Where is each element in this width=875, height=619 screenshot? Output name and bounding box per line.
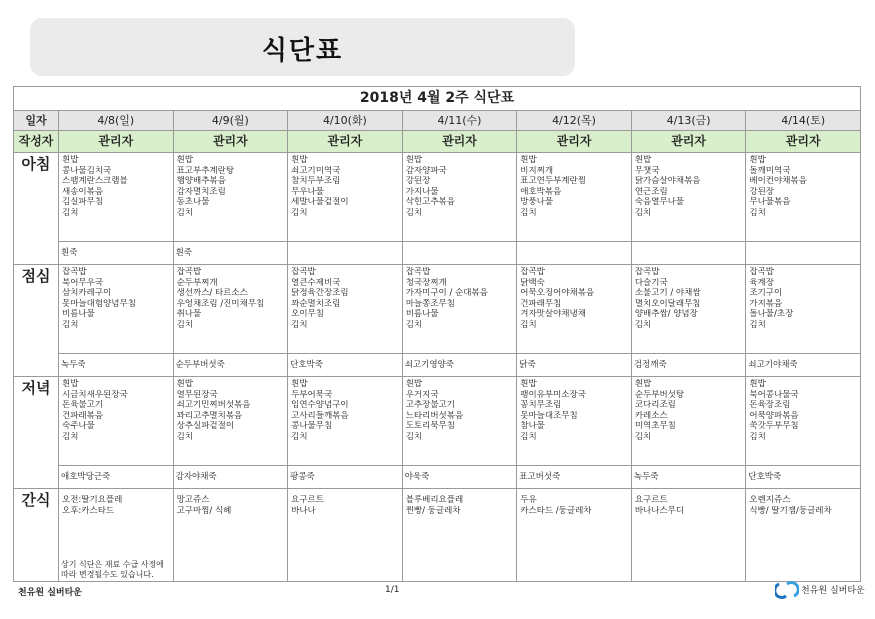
- dish-item: 흰밥: [520, 379, 537, 389]
- porridge-cell: [59, 354, 174, 377]
- dish-item: 흰밥: [62, 155, 79, 165]
- dish-item: 팽이유부미소장국: [520, 389, 586, 400]
- dish-item: 식빵/ 딸기잼/둥글레차: [749, 506, 832, 516]
- dish-item: 잡곡밥: [291, 267, 316, 277]
- porridge-item: [403, 242, 517, 264]
- dish-item: 꽈순멸치조림: [291, 298, 341, 309]
- porridge-cell: [517, 466, 632, 489]
- dish-item: 강된장: [749, 186, 775, 197]
- porridge-item: 녹두죽: [61, 360, 86, 370]
- porridge-item: [746, 242, 860, 264]
- dish-item: 방풍나물: [520, 197, 554, 208]
- dish-item: 닭정육간장조림: [291, 288, 349, 299]
- dish-item: 쇠고기민찌버섯볶음: [176, 400, 251, 411]
- dish-item: 김치: [520, 319, 537, 330]
- dish-item: 잡곡밥: [405, 267, 431, 277]
- dish-item: 잡곡밥: [62, 267, 87, 277]
- logo-text: 천유원 실버타운: [801, 586, 865, 596]
- dish-item: 쑥갓두부무침: [749, 421, 799, 432]
- dish-item: 우엉채조림 /진미채무침: [176, 298, 265, 309]
- porridge-cell: [746, 466, 861, 489]
- dish-item: 가지나물: [405, 186, 439, 197]
- meal-label: 아침: [14, 153, 59, 265]
- dish-item: 잡곡밥: [749, 267, 775, 277]
- dish-item: 가지볶음: [749, 298, 783, 309]
- dish-item: 망고쥬스: [176, 495, 210, 505]
- menu-cell: [59, 489, 174, 582]
- dish-item: 코다리조림: [634, 400, 676, 411]
- dish-item: 비름나물: [405, 309, 439, 320]
- porridge-item: 흰죽: [175, 248, 192, 258]
- porridge-cell: [517, 354, 632, 377]
- date-cell: 4/14(토): [746, 111, 861, 131]
- dish-item: 흰밥: [291, 155, 308, 165]
- menu-cell: [631, 489, 746, 582]
- menu-cell: [517, 377, 632, 466]
- dish-item: 참나물: [520, 421, 545, 432]
- dish-item: 세발나물겉절이: [291, 197, 349, 208]
- menu-cell: [402, 153, 517, 242]
- porridge-cell: [173, 466, 288, 489]
- dish-item: 김치: [62, 207, 79, 218]
- menu-cell: [746, 377, 861, 466]
- meal-row: [14, 265, 861, 354]
- porridge-item: [632, 242, 746, 264]
- author-cell: 관리자: [288, 131, 403, 153]
- dish-item: 생선까스/ 타르소스: [176, 288, 248, 299]
- meal-label: 저녁: [14, 377, 59, 489]
- porridge-item: 야욱죽: [404, 472, 430, 482]
- porridge-item: 검정깨죽: [633, 360, 667, 370]
- dish-item: 오후:카스타드: [62, 506, 115, 516]
- porridge-item: 쇠고기영양죽: [404, 360, 454, 370]
- dish-item: 카스타드 /둥글레차: [520, 506, 592, 516]
- dish-item: 김치: [62, 431, 79, 442]
- dish-item: 고구마찜/ 식혜: [176, 506, 232, 516]
- dish-item: 마늘쫑조무침: [405, 298, 455, 309]
- menu-cell: [288, 153, 403, 242]
- menu-cell: [517, 489, 632, 582]
- dish-item: 흰밥: [749, 155, 766, 165]
- dish-item: 표고부추계란탕: [176, 165, 235, 176]
- menu-cell: [173, 377, 288, 466]
- dish-item: 삼치카레구이: [62, 288, 112, 299]
- menu-cell: [59, 265, 174, 354]
- menu-cell: [746, 153, 861, 242]
- dish-item: 바나나: [291, 506, 316, 516]
- dish-item: 양배추쌈/ 양념장: [634, 309, 698, 320]
- menu-cell: [59, 153, 174, 242]
- porridge-cell: [517, 242, 632, 265]
- dish-item: 요구르트: [634, 495, 668, 505]
- dish-item: 가자미구이 / 순대볶음: [405, 288, 488, 299]
- dish-item: 임연수양념구이: [291, 400, 349, 411]
- dish-item: 청국장찌개: [405, 277, 447, 288]
- porridge-cell: [631, 466, 746, 489]
- dish-item: 김치: [634, 431, 652, 442]
- dish-item: 못마늘대험양념무침: [62, 298, 136, 309]
- dish-item: 비지찌개: [520, 165, 554, 176]
- dish-item: 김치: [520, 431, 537, 442]
- dish-item: 무우나물: [291, 186, 324, 197]
- dish-item: 돈육장조림: [749, 400, 791, 411]
- meal-row: [14, 153, 861, 242]
- dish-item: 숙음열무나물: [634, 197, 685, 208]
- dish-item: 오이무침: [291, 309, 324, 320]
- porridge-cell: [288, 242, 403, 265]
- porridge-cell: [288, 354, 403, 377]
- dish-item: 미역초무침: [634, 421, 676, 432]
- menu-cell: [746, 489, 861, 582]
- dish-item: 김치: [634, 319, 652, 330]
- table-caption: 2018년 4월 2주 식단표: [14, 87, 861, 111]
- dish-item: 바나나스무디: [634, 506, 685, 516]
- dish-item: 콩나물김치국: [62, 165, 112, 176]
- dish-item: 순두부찌개: [176, 277, 218, 288]
- porridge-item: [517, 242, 631, 264]
- dish-item: 찐빵/ 둥글레차: [405, 506, 461, 516]
- menu-cell: [402, 377, 517, 466]
- porridge-cell: [631, 242, 746, 265]
- dish-item: 흰밥: [176, 379, 193, 389]
- dish-item: 연근조림: [634, 186, 668, 197]
- dish-item: 건파래무침: [520, 298, 562, 309]
- dish-item: 블루베리요플레: [405, 495, 464, 505]
- dish-item: 시금치새우된장국: [62, 389, 128, 400]
- dish-item: 김치: [634, 207, 652, 218]
- porridge-item: 순두부버섯죽: [175, 360, 225, 370]
- date-row: [14, 111, 861, 131]
- dish-item: 순두부버섯탕: [634, 389, 685, 400]
- menu-cell: [173, 153, 288, 242]
- porridge-item: 쇠고기야채죽: [748, 360, 798, 370]
- dish-item: 김치: [749, 431, 766, 442]
- dish-item: 김치: [291, 319, 308, 330]
- author-cell: 관리자: [631, 131, 746, 153]
- dish-item: 동초나물: [176, 197, 210, 208]
- porridge-cell: [746, 242, 861, 265]
- dish-item: 느타리버섯볶음: [405, 410, 464, 421]
- dish-item: 표고연두부계란찜: [520, 176, 586, 187]
- porridge-cell: [746, 354, 861, 377]
- porridge-row: [14, 354, 861, 377]
- porridge-item: 닭죽: [519, 360, 536, 370]
- date-cell: 4/8(일): [59, 111, 174, 131]
- dish-item: 열무된장국: [176, 389, 218, 400]
- dish-item: 햄양배추볶음: [176, 176, 226, 187]
- dish-item: 베이컨야채볶음: [749, 176, 807, 187]
- porridge-cell: [402, 466, 517, 489]
- dish-item: 김치: [405, 431, 423, 442]
- meal-row: [14, 377, 861, 466]
- menu-cell: [59, 377, 174, 466]
- porridge-cell: [173, 242, 288, 265]
- dish-item: 김치: [405, 207, 423, 218]
- date-cell: 4/13(금): [631, 111, 746, 131]
- dish-item: 취나물: [176, 309, 202, 320]
- date-label: 일자: [14, 111, 59, 131]
- dish-item: 오렌지쥬스: [749, 495, 791, 505]
- porridge-item: 단호박죽: [290, 360, 323, 370]
- dish-item: 잡곡밥: [634, 267, 660, 277]
- dish-item: 소불고기 / 야채쌈: [634, 288, 701, 299]
- menu-cell: [402, 489, 517, 582]
- org-logo-icon: [775, 580, 799, 600]
- porridge-cell: [59, 242, 174, 265]
- date-cell: 4/9(월): [173, 111, 288, 131]
- porridge-cell: [173, 354, 288, 377]
- porridge-cell: [631, 354, 746, 377]
- menu-cell: [631, 377, 746, 466]
- dish-item: 고사리들깨볶음: [291, 410, 349, 421]
- menu-cell: [517, 265, 632, 354]
- dish-item: 흰밥: [634, 379, 652, 389]
- meal-label: 점심: [14, 265, 59, 377]
- author-cell: 관리자: [59, 131, 174, 153]
- dish-item: 감자양파국: [405, 165, 447, 176]
- porridge-item: 감자야채죽: [175, 472, 217, 482]
- dish-item: 우거지국: [405, 389, 439, 400]
- dish-item: 김치: [176, 319, 193, 330]
- dish-item: 새송이볶음: [62, 186, 104, 197]
- dish-item: 흰밥: [749, 379, 766, 389]
- dish-item: 김치: [291, 431, 308, 442]
- dish-item: 김치: [176, 431, 193, 442]
- dish-item: 흰밥: [520, 155, 537, 165]
- dish-item: 흰밥: [62, 379, 79, 389]
- page-title: 식단표: [261, 36, 344, 66]
- menu-cell: [746, 265, 861, 354]
- porridge-cell: [59, 466, 174, 489]
- dish-item: 비름나물: [62, 309, 95, 320]
- dish-item: 돌깨미역국: [749, 165, 791, 176]
- dish-item: 삭힌고추볶음: [405, 197, 455, 208]
- dish-item: 고추장불고기: [405, 400, 455, 411]
- dish-item: 카레소스: [634, 410, 668, 421]
- menu-cell: [173, 265, 288, 354]
- porridge-cell: [288, 466, 403, 489]
- menu-cell: [173, 489, 288, 582]
- dish-item: 무챗국: [634, 165, 660, 176]
- menu-cell: [288, 265, 403, 354]
- dish-item: 북어무우국: [62, 277, 104, 288]
- title-banner: [30, 18, 575, 76]
- porridge-row: [14, 242, 861, 265]
- dish-item: 김치: [291, 207, 308, 218]
- menu-table: [13, 86, 861, 582]
- dish-item: 흰밥: [634, 155, 652, 165]
- menu-note: 상기 식단은 재료 수급 사정에 따라 변경될수도 있습니다.: [61, 560, 164, 579]
- author-row: [14, 131, 861, 153]
- dish-item: 꽈리고추멸치볶음: [176, 410, 243, 421]
- dish-item: 흰밥: [176, 155, 193, 165]
- porridge-cell: [402, 354, 517, 377]
- date-cell: 4/12(목): [517, 111, 632, 131]
- author-cell: 관리자: [173, 131, 288, 153]
- meal-row: [14, 489, 861, 582]
- dish-item: 건파래볶음: [62, 410, 104, 421]
- dish-item: 북어콩나물국: [749, 389, 799, 400]
- dish-item: 무나물볶음: [749, 197, 791, 208]
- dish-item: 김치: [749, 319, 766, 330]
- dish-item: 흰밥: [405, 379, 423, 389]
- dish-item: 닭가슴살야채볶음: [634, 176, 701, 187]
- dish-item: 육계장: [749, 277, 775, 288]
- dish-item: 두유: [520, 495, 537, 505]
- menu-cell: [631, 153, 746, 242]
- dish-item: 못마늘대조무침: [520, 410, 578, 421]
- dish-item: 상추실파겉절이: [176, 421, 235, 432]
- dish-item: 흰밥: [405, 155, 423, 165]
- porridge-item: 흰죽: [61, 248, 78, 258]
- dish-item: 요구르트: [291, 495, 324, 505]
- porridge-item: 단호박죽: [748, 472, 782, 482]
- date-cell: 4/10(화): [288, 111, 403, 131]
- dish-item: 오전:딸기요플레: [62, 495, 123, 505]
- dish-item: 숙주나물: [62, 421, 95, 432]
- porridge-item: 애호박당근죽: [61, 472, 111, 482]
- dish-item: 스팸계란스크램블: [62, 176, 128, 187]
- dish-item: 겨자맛살야채냉채: [520, 309, 586, 320]
- dish-item: 콩나물무침: [291, 421, 333, 432]
- dish-item: 흰밥: [291, 379, 308, 389]
- menu-cell: [402, 265, 517, 354]
- dish-item: 김치: [520, 207, 537, 218]
- dish-item: 조기구이: [749, 288, 783, 299]
- dish-item: 김치: [62, 319, 79, 330]
- page-number: 1/1: [385, 585, 400, 595]
- author-label: 작성자: [14, 131, 59, 153]
- dish-item: 김치: [176, 207, 193, 218]
- dish-item: 애호박볶음: [520, 186, 562, 197]
- author-cell: 관리자: [402, 131, 517, 153]
- menu-cell: [288, 489, 403, 582]
- dish-item: 쇠고기미역국: [291, 165, 341, 176]
- dish-item: 김치: [405, 319, 423, 330]
- dish-item: 잡곡밥: [520, 267, 545, 277]
- dish-item: 참치두부조림: [291, 176, 341, 187]
- author-cell: 관리자: [746, 131, 861, 153]
- menu-cell: [517, 153, 632, 242]
- dish-item: 잡곡밥: [176, 267, 202, 277]
- footer-logo: [775, 580, 865, 600]
- dish-item: 두부어묵국: [291, 389, 333, 400]
- porridge-item: 표고버섯죽: [519, 472, 561, 482]
- menu-cell: [631, 265, 746, 354]
- footer-org: 천유원 실버타운: [18, 588, 82, 598]
- date-cell: 4/11(수): [402, 111, 517, 131]
- dish-item: 강된장: [405, 176, 431, 187]
- dish-item: 김실파무침: [62, 197, 104, 208]
- dish-item: 도토리묵무침: [405, 421, 455, 432]
- dish-item: 꽁치무조림: [520, 400, 562, 411]
- meal-label: 간식: [14, 489, 59, 582]
- dish-item: 멸치오이달래무침: [634, 298, 701, 309]
- porridge-cell: [402, 242, 517, 265]
- porridge-item: 녹두죽: [633, 472, 659, 482]
- author-cell: 관리자: [517, 131, 632, 153]
- dish-item: 어묵양파볶음: [749, 410, 799, 421]
- menu-cell: [288, 377, 403, 466]
- porridge-item: [288, 242, 402, 264]
- dish-item: 어묵오징어야채볶음: [520, 288, 595, 299]
- dish-item: 김치: [749, 207, 766, 218]
- dish-item: 열큰수제비국: [291, 277, 341, 288]
- dish-item: 돈육불고기: [62, 400, 104, 411]
- dish-item: 닭백숙: [520, 277, 545, 288]
- dish-item: 돌나물/초장: [749, 309, 794, 320]
- dish-item: 다슬기국: [634, 277, 668, 288]
- dish-item: 감자멸치조림: [176, 186, 226, 197]
- porridge-row: [14, 466, 861, 489]
- porridge-item: 팡콩죽: [290, 472, 315, 482]
